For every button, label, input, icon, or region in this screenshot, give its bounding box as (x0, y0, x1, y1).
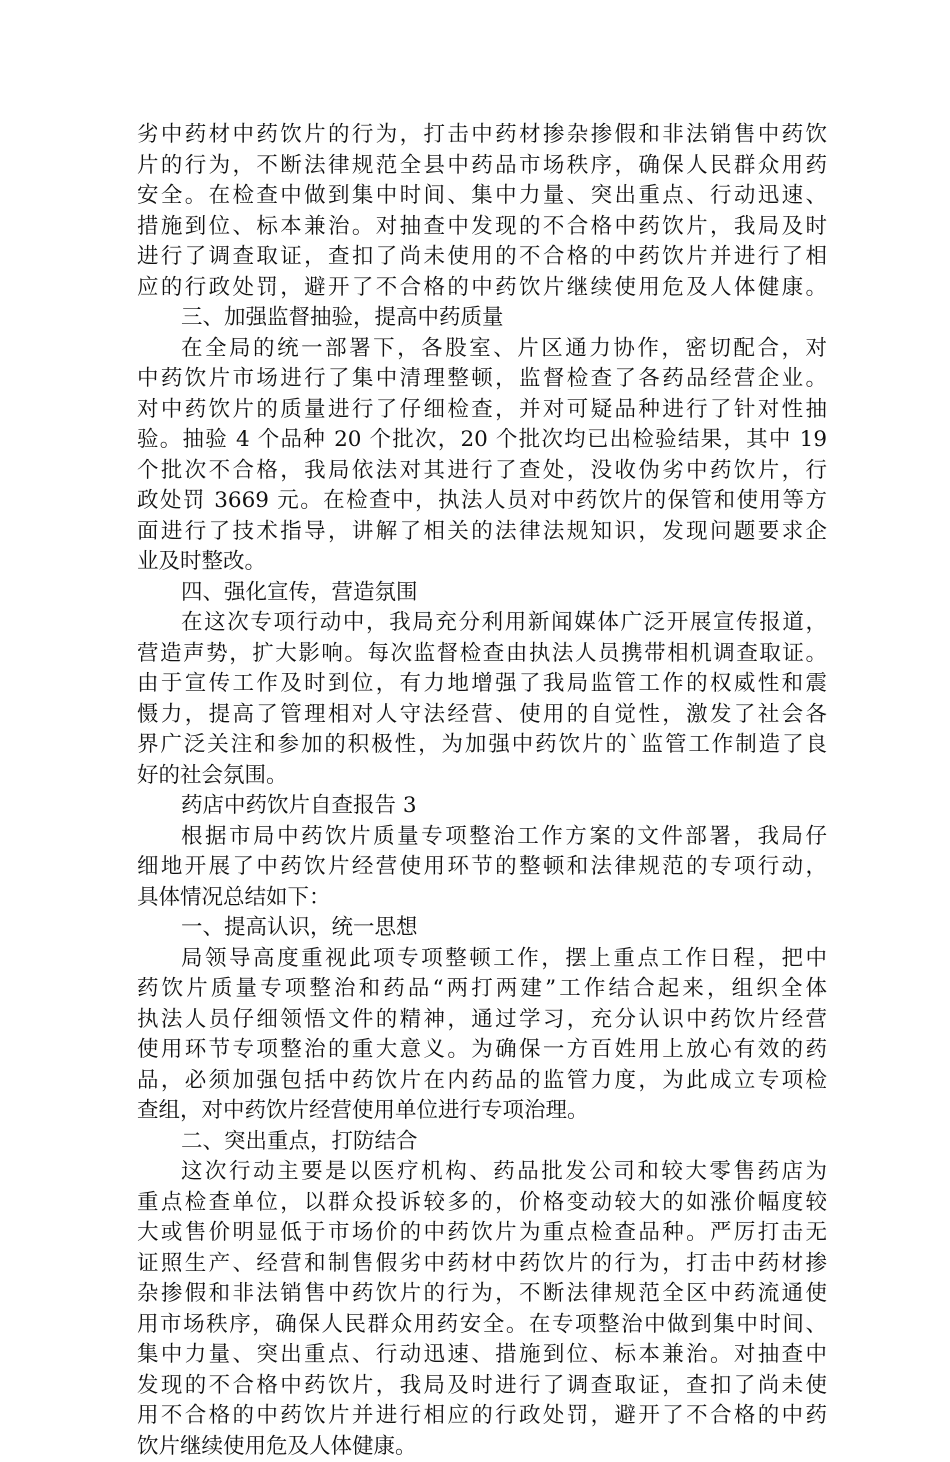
text-line: 政处罚 3669 元。在检查中，执法人员对中药饮片的保管和使用等方 (137, 486, 827, 517)
text-line: 用不合格的中药饮片并进行相应的行政处罚，避开了不合格的中药 (137, 1401, 827, 1432)
document-body (137, 120, 827, 1462)
text-line: 对中药饮片的质量进行了仔细检查，并对可疑品种进行了针对性抽 (137, 395, 827, 426)
text-line: 面进行了技术指导，讲解了相关的法律法规知识，发现问题要求企 (137, 517, 827, 548)
paragraph-first-line: 局领导高度重视此项专项整顿工作，摆上重点工作日程，把中 (137, 944, 827, 975)
text-line: 细地开展了中药饮片经营使用环节的整顿和法律规范的专项行动， (137, 852, 827, 883)
text-line: 药饮片质量专项整治和药品“两打两建”工作结合起来，组织全体 (137, 974, 827, 1005)
text-line: 进行了调查取证，查扣了尚未使用的不合格的中药饮片并进行了相 (137, 242, 827, 273)
text-line: 重点检查单位，以群众投诉较多的，价格变动较大的如涨价幅度较 (137, 1188, 827, 1219)
text-line: 业及时整改。 (137, 547, 827, 578)
text-line: 慑力，提高了管理相对人守法经营、使用的自觉性，激发了社会各 (137, 700, 827, 731)
section-heading: 二、突出重点，打防结合 (137, 1127, 827, 1158)
paragraph-first-line: 根据市局中药饮片质量专项整治工作方案的文件部署，我局仔 (137, 822, 827, 853)
text-line: 措施到位、标本兼治。对抽查中发现的不合格中药饮片，我局及时 (137, 212, 827, 243)
text-line: 集中力量、突出重点、行动迅速、措施到位、标本兼治。对抽查中 (137, 1340, 827, 1371)
text-line: 安全。在检查中做到集中时间、集中力量、突出重点、行动迅速、 (137, 181, 827, 212)
text-line: 片的行为，不断法律规范全县中药品市场秩序，确保人民群众用药 (137, 151, 827, 182)
text-line: 用市场秩序，确保人民群众用药安全。在专项整治中做到集中时间、 (137, 1310, 827, 1341)
section-heading: 一、提高认识，统一思想 (137, 913, 827, 944)
text-line: 查组，对中药饮片经营使用单位进行专项治理。 (137, 1096, 827, 1127)
text-line: 具体情况总结如下： (137, 883, 827, 914)
text-line: 由于宣传工作及时到位，有力地增强了我局监管工作的权威性和震 (137, 669, 827, 700)
report-title: 药店中药饮片自查报告 3 (137, 791, 827, 822)
text-line: 发现的不合格中药饮片，我局及时进行了调查取证，查扣了尚未使 (137, 1371, 827, 1402)
paragraph-first-line: 在这次专项行动中，我局充分利用新闻媒体广泛开展宣传报道， (137, 608, 827, 639)
text-line: 验。抽验 4 个品种 20 个批次，20 个批次均已出检验结果，其中 19 (137, 425, 827, 456)
paragraph-first-line: 在全局的统一部署下，各股室、片区通力协作，密切配合，对 (137, 334, 827, 365)
section-heading: 四、强化宣传，营造氛围 (137, 578, 827, 609)
text-line: 劣中药材中药饮片的行为，打击中药材掺杂掺假和非法销售中药饮 (137, 120, 827, 151)
text-line: 品，必须加强包括中药饮片在内药品的监管力度，为此成立专项检 (137, 1066, 827, 1097)
text-line: 使用环节专项整治的重大意义。为确保一方百姓用上放心有效的药 (137, 1035, 827, 1066)
text-line: 杂掺假和非法销售中药饮片的行为，不断法律规范全区中药流通使 (137, 1279, 827, 1310)
text-line: 个批次不合格，我局依法对其进行了查处，没收伪劣中药饮片，行 (137, 456, 827, 487)
text-line: 界广泛关注和参加的积极性，为加强中药饮片的`监管工作制造了良 (137, 730, 827, 761)
section-heading: 三、加强监督抽验，提高中药质量 (137, 303, 827, 334)
text-line: 饮片继续使用危及人体健康。 (137, 1432, 827, 1462)
text-line: 大或售价明显低于市场价的中药饮片为重点检查品种。严厉打击无 (137, 1218, 827, 1249)
text-line: 营造声势，扩大影响。每次监督检查由执法人员携带相机调查取证。 (137, 639, 827, 670)
paragraph-first-line: 这次行动主要是以医疗机构、药品批发公司和较大零售药店为 (137, 1157, 827, 1188)
text-line: 证照生产、经营和制售假劣中药材中药饮片的行为，打击中药材掺 (137, 1249, 827, 1280)
text-line: 执法人员仔细领悟文件的精神，通过学习，充分认识中药饮片经营 (137, 1005, 827, 1036)
text-line: 中药饮片市场进行了集中清理整顿，监督检查了各药品经营企业。 (137, 364, 827, 395)
text-line: 好的社会氛围。 (137, 761, 827, 792)
text-line: 应的行政处罚，避开了不合格的中药饮片继续使用危及人体健康。 (137, 273, 827, 304)
